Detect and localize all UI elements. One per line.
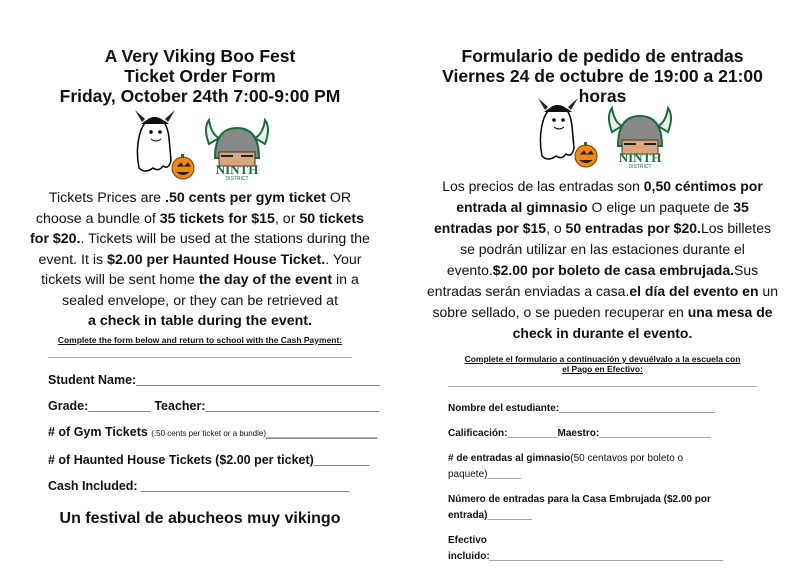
grade-field[interactable]: Calificación:_________ [448, 428, 558, 439]
text: 0,50 céntimos por entrada al gimnasio [456, 178, 763, 215]
svg-text:DISTRICT: DISTRICT [627, 164, 652, 168]
english-form [20, 0, 380, 528]
title-line: horas [578, 86, 627, 106]
text: $2.00 per Haunted House Ticket. [107, 251, 326, 268]
text: .50 cents per gym ticket [165, 190, 326, 206]
text: , or [274, 210, 300, 227]
text: O elige un paquete de [587, 199, 734, 215]
title-line: Ticket Order Form [124, 66, 276, 86]
form-instructions: Complete the form below and return to school with the Cash Payment: [57, 334, 343, 345]
cash-field[interactable]: Efectivo incluido:__________________________________________ [448, 535, 724, 562]
ghost-pumpkin-icon [125, 108, 197, 180]
ninth-district-logo [203, 118, 275, 180]
text: el día del evento en [629, 283, 759, 299]
logos [420, 108, 785, 168]
teacher-field[interactable]: Teacher:_________________________ [154, 398, 380, 413]
text: OR choose a bundle of [35, 190, 352, 227]
title-line: A Very Viking Boo Fest [104, 46, 296, 66]
blank[interactable]: ______ [487, 469, 521, 480]
gym-tickets-field[interactable] [448, 451, 758, 483]
text: the day of the event [198, 272, 333, 288]
ninth-district-logo [606, 106, 678, 168]
ticket-info [26, 188, 374, 332]
text: a check in table during the event. [88, 313, 312, 329]
text: , o [546, 220, 566, 236]
haunted-tickets-field[interactable]: # of Haunted House Tickets ($2.00 per ticket)________ [48, 452, 370, 467]
page-title [20, 46, 380, 106]
spanish-form [420, 0, 785, 574]
text: . Tickets will be used at the stations during the event. It is [38, 231, 370, 268]
svg-text:DISTRICT: DISTRICT [225, 176, 249, 180]
title-line: Formulario de pedido de entradas [461, 46, 744, 66]
footer-title: Un festival de abucheos muy vikingo [59, 509, 341, 527]
divider [448, 386, 757, 387]
text: 50 tickets for $20. [30, 210, 365, 247]
note: (.50 cents per ticket or a bundle) [151, 428, 267, 438]
text: Sus entradas serán enviadas a casa. [427, 262, 759, 299]
text: $2.00 por boleto de casa embrujada. [492, 262, 734, 278]
ticket-info [426, 176, 779, 344]
text: 35 tickets for $15 [159, 210, 275, 227]
title-line: Viernes 24 de octubre de 19:00 a 21:00 [442, 66, 763, 86]
logos [20, 116, 380, 180]
ghost-pumpkin-icon [528, 96, 600, 168]
haunted-tickets-field[interactable]: Número de entradas para la Casa Embrujada ($2.00 por entrada)________ [448, 494, 711, 521]
text: una mesa de check in durante el evento. [512, 304, 773, 341]
form-instructions: Complete el formulario a continuación y devuélvalo a la escuela con el Pago en Efectivo: [464, 354, 741, 374]
blank[interactable]: ________________ [266, 424, 378, 439]
gym-tickets-field[interactable] [48, 424, 380, 442]
divider [48, 357, 352, 358]
svg-text:NINTH: NINTH [215, 162, 259, 177]
text: . Your tickets will be sent home [41, 251, 362, 288]
text: in a sealed envelope, or they can be retrieved at [61, 272, 359, 309]
text: un sobre sellado, o se pueden recuperar en [432, 283, 778, 320]
student-name-field[interactable]: Nombre del estudiante:____________________________ [448, 403, 715, 414]
label: # de entradas al gimnasio [448, 453, 571, 464]
grade-field[interactable]: Grade:_________ [48, 398, 151, 413]
note: (50 centavos por boleto o paquete) [448, 453, 684, 480]
text: 35 entradas por $15 [434, 199, 749, 236]
grade-teacher-field[interactable] [448, 426, 758, 442]
teacher-field[interactable]: Maestro:____________________ [557, 428, 711, 439]
text: Los precios de las entradas son [442, 178, 644, 194]
text: 50 entradas por $20. [565, 220, 701, 236]
page-title [420, 46, 785, 106]
grade-teacher-field[interactable] [48, 398, 380, 414]
student-name-field[interactable]: Student Name:___________________________________ [48, 372, 380, 387]
cash-field[interactable]: Cash Included: ______________________________ [48, 478, 350, 493]
title-line: Friday, October 24th 7:00-9:00 PM [59, 86, 341, 106]
svg-text:NINTH: NINTH [618, 150, 661, 165]
text: Tickets Prices are [48, 190, 166, 206]
text: Los billetes se podrán utilizar en las estaciones durante el evento. [446, 220, 771, 278]
label: # of Gym Tickets [48, 424, 152, 439]
